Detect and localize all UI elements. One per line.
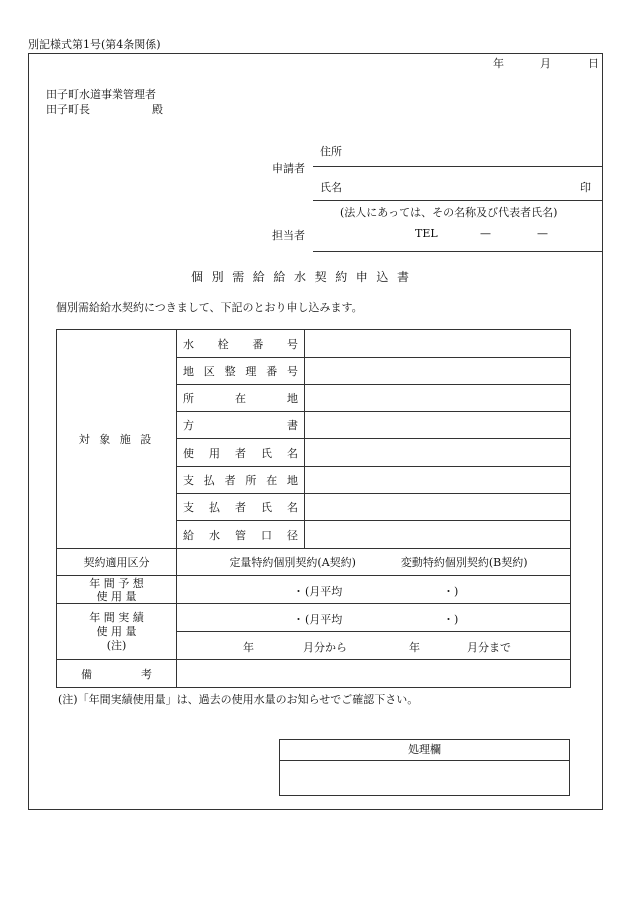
facility-row-char: 号 [286,365,298,378]
facility-row-char: 所 [183,392,194,405]
actual-dot: ・ [293,612,304,626]
facility-row-char: 番 [266,365,278,378]
facility-row-char: 号 [286,337,298,351]
tel-label: TEL [415,227,438,240]
contract-label: 契約適用区分 [57,549,177,576]
name-line [313,200,602,201]
facility-row-char: 名 [287,501,298,514]
form-title: 個別需給給水契約申込書 [191,270,418,284]
facility-row-char: 者 [224,474,236,487]
address-label: 住所 [320,145,342,158]
facility-row-char: 管 [235,528,246,542]
forecast-label [57,576,177,604]
facility-row-char: 栓 [217,337,229,351]
table-row [57,330,571,358]
facility-row-char: 地 [287,392,298,405]
facility-row-char: 支 [183,501,194,514]
addressee-line2: 田子町長 [46,103,90,116]
forecast-value[interactable] [177,576,571,604]
tel-dash-2: — [537,227,548,240]
table-row [57,660,571,688]
contact-label: 担当者 [272,229,305,242]
facility-row-value[interactable] [305,467,571,494]
facility-row-char: 口 [261,528,272,542]
facility-row-label [177,385,305,412]
facility-row-char: 方 [183,419,194,432]
facility-row-label [177,358,305,385]
addressee-honorific: 殿 [152,103,163,116]
facility-row-value[interactable] [305,385,571,412]
facility-row-char: 使 [183,446,194,460]
application-table [56,329,571,688]
actual-label [57,604,177,660]
processing-label: 処理欄 [280,740,569,761]
facility-row-char: 在 [235,392,246,405]
facility-row-char: 名 [287,446,298,460]
facility-row-char: 番 [252,337,264,351]
facility-row-char: 氏 [261,446,272,460]
address-line [313,166,602,167]
facility-row-char: 在 [266,474,278,487]
date-month-label: 月 [540,57,551,70]
period-year-from: 年 [243,640,254,654]
table-row [57,549,571,576]
contact-line [313,251,602,252]
footnote: (注)「年間実績使用量」は、過去の使用水量のお知らせでご確認下さい。 [58,693,419,706]
facility-row-char: 用 [209,446,220,460]
actual-label-line2: 使 用 量 [96,624,137,638]
facility-row-char: 径 [287,528,298,542]
facility-row-char: 者 [235,446,246,460]
actual-end: ・) [443,612,459,626]
facility-row-label [177,330,305,358]
forecast-avg: (月平均 [305,584,343,598]
period-from-label: 月分から [303,640,347,654]
facility-row-char: 給 [183,528,194,542]
addressee-line1: 田子町水道事業管理者 [46,88,156,101]
facility-row-label [177,494,305,521]
facility-row-char: 地 [286,474,298,487]
facility-row-char: 支 [183,474,194,487]
date-day-label: 日 [588,57,599,70]
facility-row-char: 払 [209,501,220,514]
facility-row-char: 所 [245,474,257,487]
forecast-label-line1: 年 間 予 想 [89,576,144,590]
processing-area[interactable] [280,761,569,795]
facility-label: 対 象 施 設 [57,330,177,549]
forecast-end: ・) [443,584,459,598]
period-to-label: 月分まで [467,640,511,654]
actual-value[interactable] [177,604,571,632]
facility-row-label [177,439,305,467]
contract-options [177,549,571,576]
facility-row-value[interactable] [305,358,571,385]
facility-row-char: 水 [183,337,194,351]
remarks-char: 備 [81,667,92,681]
intro-text: 個別需給給水契約につきまして、下記のとおり申し込みます。 [56,301,363,314]
facility-row-char: 者 [235,501,246,514]
facility-row-char: 払 [203,474,215,487]
actual-label-line1: 年 間 実 績 [89,610,144,624]
facility-row-char: 区 [203,365,215,378]
table-row [57,576,571,604]
applicant-label: 申請者 [272,162,305,175]
remarks-value[interactable] [177,660,571,688]
table-row [57,604,571,632]
facility-row-char: 水 [209,528,220,542]
corporate-note: (法人にあっては、その名称及び代表者氏名) [340,206,558,219]
facility-row-char: 整 [224,365,236,378]
facility-row-label [177,467,305,494]
form-number: 別記様式第1号(第4条関係) [28,38,161,51]
remarks-char: 考 [141,667,152,681]
contract-option-b[interactable]: 変動特約個別契約(B契約) [400,556,528,569]
facility-row-value[interactable] [305,412,571,439]
remarks-label [57,660,177,688]
contract-option-a[interactable]: 定量特約個別契約(A契約) [229,556,356,569]
facility-row-label [177,412,305,439]
facility-row-char: 地 [183,365,194,378]
date-year-label: 年 [493,57,504,70]
actual-avg: (月平均 [305,612,343,626]
processing-box [279,739,570,796]
facility-row-value[interactable] [305,521,571,549]
forecast-dot: ・ [293,584,304,598]
actual-period[interactable] [177,632,571,660]
seal-mark: 印 [580,181,591,194]
forecast-label-line2: 使 用 量 [96,589,137,603]
facility-row-char: 書 [287,419,298,432]
facility-row-char: 氏 [261,501,272,514]
period-year-to: 年 [409,640,420,654]
actual-label-line3: (注) [106,638,127,652]
facility-row-value[interactable] [305,330,571,358]
tel-dash-1: — [480,227,491,240]
facility-row-char: 理 [245,365,257,378]
name-label: 氏名 [320,181,342,194]
facility-row-label [177,521,305,549]
facility-row-value[interactable] [305,494,571,521]
facility-row-value[interactable] [305,439,571,467]
